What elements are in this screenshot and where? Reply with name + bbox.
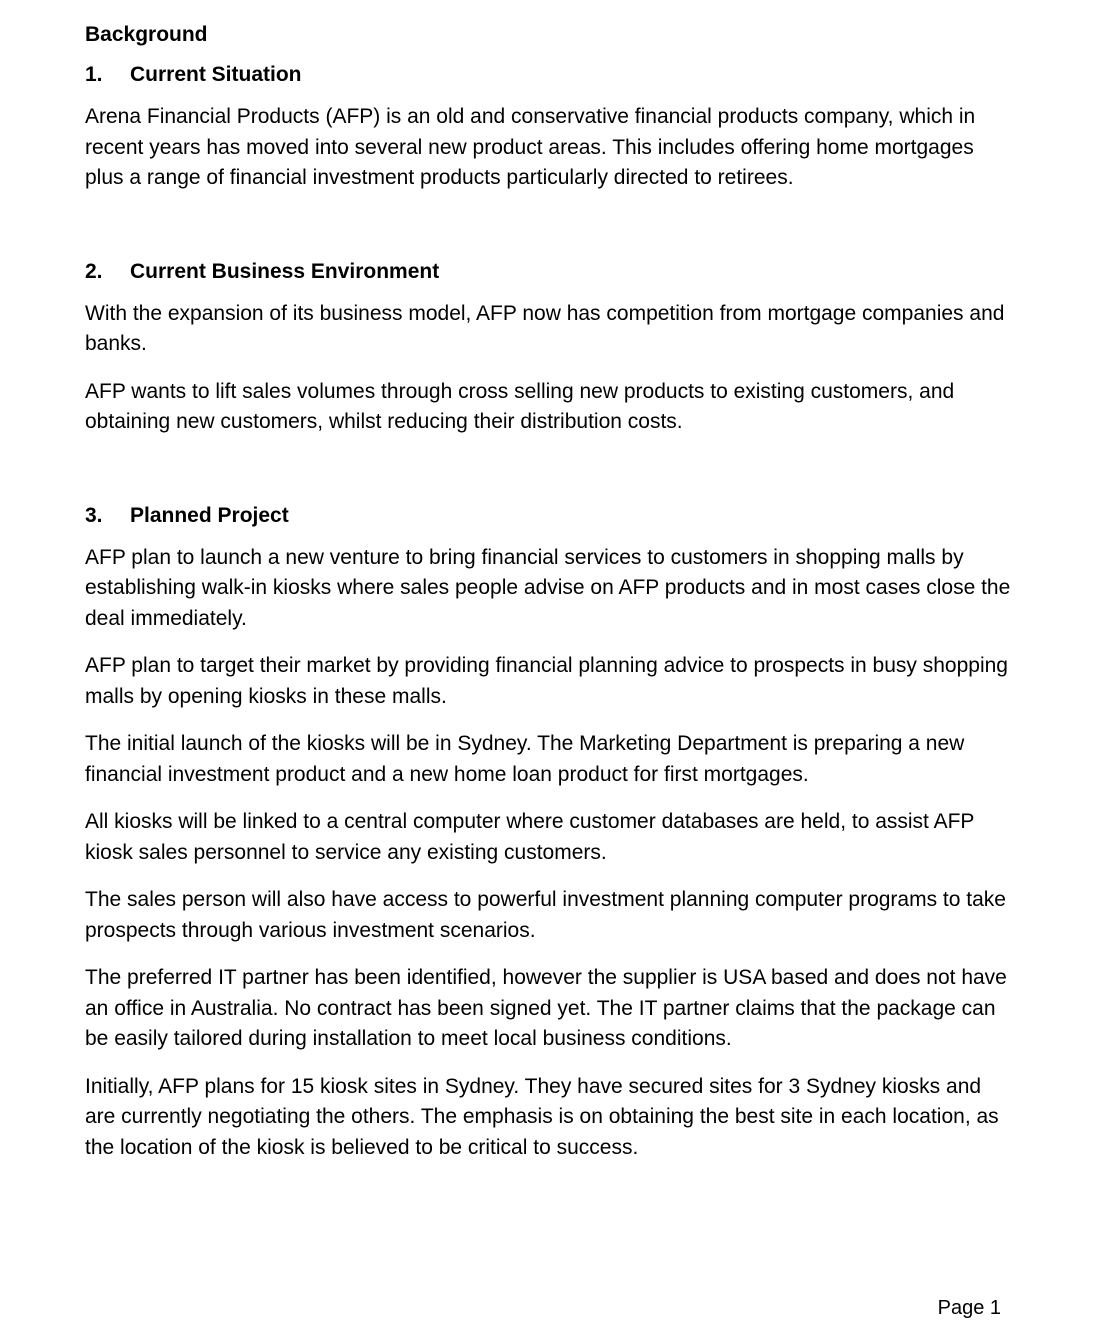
section-title: Planned Project [130,503,289,527]
section-heading [85,259,1015,285]
paragraph: Arena Financial Products (AFP) is an old and conservative financial products company, which in recent years has moved into several new product areas. This includes offering home mortgages plus a range of financial investment products particularly directed to retirees. [85,105,976,189]
document-page [85,22,1015,1180]
page-number: Page 1 [937,1297,1001,1319]
paragraph: The sales person will also have access to powerful investment planning computer programs to take prospects through various investment scenarios. [85,888,1006,942]
paragraph: Initially, AFP plans for 15 kiosk sites in Sydney. They have secured sites for 3 Sydney kiosks and are currently negotiating the others. The emphasis is on obtaining the best site in each location, as the location of the kiosk is believed to be critical to success. [85,1074,999,1159]
paragraph: AFP plan to launch a new venture to bring financial services to customers in shopping malls by establishing walk-in kiosks where sales people advise on AFP products and in most cases close the deal immediately. [85,545,1011,630]
document-heading: Background [85,23,208,46]
section-title: Current Situation [130,63,302,86]
section-heading [85,503,1015,529]
section-number: 3. [85,503,103,527]
paragraph: The initial launch of the kiosks will be in Sydney. The Marketing Department is preparing a new financial investment product and a new home loan product for first mortgages. [85,732,965,786]
paragraph: The preferred IT partner has been identified, however the supplier is USA based and does not have an office in Australia. No contract has been signed yet. The IT partner claims that the package can be easily tailored during installation to meet local business conditions. [85,966,1007,1050]
section-number: 2. [85,259,103,283]
section-number: 1. [85,63,103,86]
paragraph: AFP plan to target their market by providing financial planning advice to prospects in busy shopping malls by opening kiosks in these malls. [85,654,1008,708]
paragraph: With the expansion of its business model, AFP now has competition from mortgage companies and banks. [85,301,1005,355]
section-heading [85,62,1015,88]
paragraph: All kiosks will be linked to a central computer where customer databases are held, to assist AFP kiosk sales personnel to service any existing customers. [85,810,975,864]
section-title: Current Business Environment [130,259,440,283]
paragraph: AFP wants to lift sales volumes through cross selling new products to existing customers, and obtaining new customers, whilst reducing their distribution costs. [85,379,955,433]
